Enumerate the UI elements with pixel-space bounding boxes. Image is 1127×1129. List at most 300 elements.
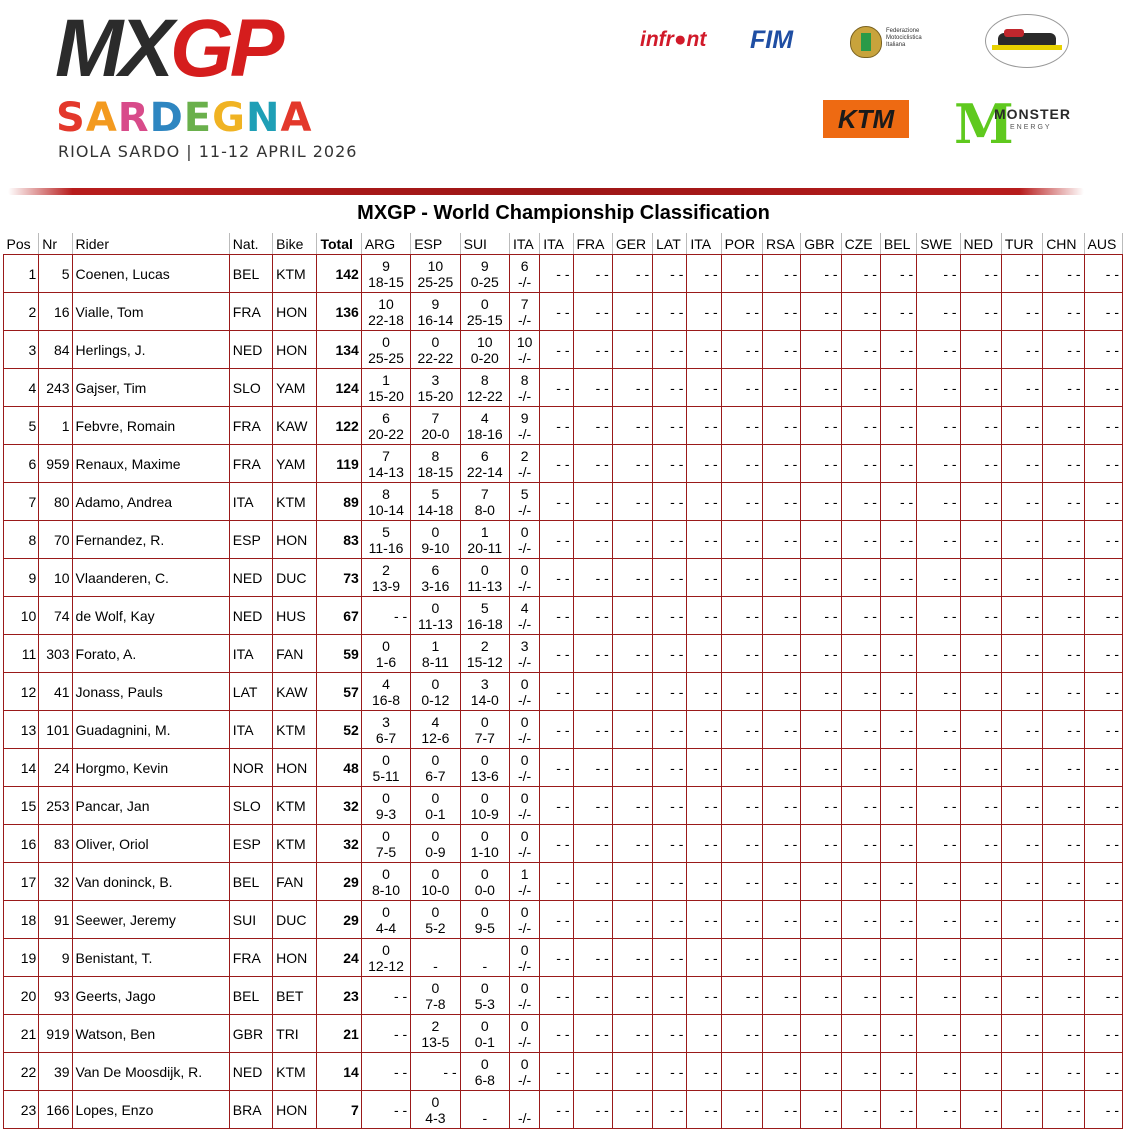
heat-points: 13-5	[421, 1033, 450, 1050]
event-name	[56, 95, 313, 141]
future-round-cell: - -	[653, 977, 687, 1015]
future-round-cell: - -	[960, 407, 1001, 445]
future-round-cell: - -	[841, 825, 880, 863]
rider-number-cell: 16	[39, 293, 72, 331]
future-round-cell: - -	[612, 407, 652, 445]
future-round-cell: - -	[612, 787, 652, 825]
column-header: Bike	[273, 233, 317, 255]
round-points: 0	[480, 979, 489, 996]
heat-points: 22-18	[368, 311, 404, 328]
nationality-cell: FRA	[229, 445, 272, 483]
bike-cell: FAN	[273, 635, 317, 673]
round-result-cell	[460, 597, 509, 635]
future-round-cell: - -	[880, 483, 916, 521]
future-round-cell: - -	[612, 711, 652, 749]
future-round-cell: - -	[1084, 521, 1122, 559]
round-result-cell	[361, 787, 410, 825]
heat-points: -/-	[518, 767, 532, 784]
heat-points: -	[433, 957, 438, 974]
heat-points: 6-8	[474, 1071, 495, 1088]
column-header: Nat.	[229, 233, 272, 255]
future-round-cell: - -	[1084, 977, 1122, 1015]
round-points: 7	[431, 409, 440, 426]
bike-cell: KTM	[273, 1053, 317, 1091]
future-round-cell: - -	[917, 255, 960, 293]
heat-points: -/-	[518, 729, 532, 746]
future-round-cell: - -	[612, 293, 652, 331]
heat-points: -/-	[518, 349, 532, 366]
future-round-cell: - -	[573, 559, 612, 597]
bike-cell: DUC	[273, 559, 317, 597]
round-result-cell	[510, 673, 540, 711]
round-points: 0	[382, 941, 390, 958]
future-round-cell: - -	[573, 749, 612, 787]
nationality-cell: LAT	[229, 673, 272, 711]
future-round-cell: - -	[721, 255, 762, 293]
round-result-cell	[411, 483, 460, 521]
future-round-cell: - -	[573, 331, 612, 369]
future-round-cell: - -	[1084, 1015, 1122, 1053]
future-round-cell: - -	[1084, 407, 1122, 445]
future-round-cell: - -	[1043, 1091, 1084, 1129]
future-round-cell: - -	[573, 863, 612, 901]
heat-points: 0-0	[474, 881, 495, 898]
round-points: 0	[382, 333, 390, 350]
nationality-cell: FRA	[229, 293, 272, 331]
column-header: SWE	[917, 233, 960, 255]
total-points-cell: 67	[317, 597, 361, 635]
nationality-cell: ITA	[229, 635, 272, 673]
heat-points: -/-	[518, 387, 532, 404]
future-round-cell: - -	[880, 559, 916, 597]
round-points: 3	[382, 713, 390, 730]
future-round-cell: - -	[612, 521, 652, 559]
column-header: RSA	[762, 233, 800, 255]
position-cell: 3	[4, 331, 39, 369]
round-points: 2	[431, 1017, 440, 1034]
future-round-cell: - -	[1084, 711, 1122, 749]
future-round-cell: - -	[721, 483, 762, 521]
rider-number-cell: 1	[39, 407, 72, 445]
future-round-cell: - -	[880, 521, 916, 559]
round-result-cell	[460, 1091, 509, 1129]
future-round-cell: - -	[801, 293, 841, 331]
future-round-cell: - -	[841, 863, 880, 901]
round-result-cell	[361, 483, 410, 521]
heat-points: -	[482, 957, 488, 974]
position-cell: 14	[4, 749, 39, 787]
future-round-cell: - -	[841, 521, 880, 559]
round-points: 0	[520, 789, 529, 806]
future-round-cell: - -	[1001, 825, 1042, 863]
future-round-cell: - -	[762, 825, 800, 863]
future-round-cell: - -	[960, 939, 1001, 977]
rider-number-cell: 919	[39, 1015, 72, 1053]
position-cell: 19	[4, 939, 39, 977]
future-round-cell: - -	[917, 521, 960, 559]
table-row	[4, 597, 1123, 635]
round-points: 9	[431, 295, 440, 312]
future-round-cell: - -	[573, 977, 612, 1015]
round-result-cell	[510, 939, 540, 977]
heat-points: 1-6	[375, 653, 397, 670]
table-row	[4, 521, 1123, 559]
fmi-logo-text: Federazione Motociclistica Italiana	[886, 28, 922, 48]
future-round-cell: - -	[1001, 1091, 1042, 1129]
future-round-cell: - -	[841, 597, 880, 635]
future-round-cell: - -	[612, 825, 652, 863]
round-points: 1	[431, 637, 440, 654]
future-round-cell: - -	[573, 901, 612, 939]
nationality-cell: NED	[229, 331, 272, 369]
future-round-cell: - -	[801, 255, 841, 293]
rider-name-cell: de Wolf, Kay	[72, 597, 229, 635]
round-points: 0	[431, 903, 440, 920]
round-points: 0	[382, 827, 390, 844]
table-row	[4, 293, 1123, 331]
future-round-cell: - -	[721, 749, 762, 787]
rider-name-cell: Oliver, Oriol	[72, 825, 229, 863]
monster-energy-sub: ENERGY	[1010, 124, 1052, 131]
future-round-cell: - -	[801, 901, 841, 939]
future-round-cell: - -	[960, 711, 1001, 749]
future-round-cell: - -	[612, 977, 652, 1015]
future-round-cell: - -	[1001, 369, 1042, 407]
heat-points: 0-1	[474, 1033, 495, 1050]
future-round-cell: - -	[573, 1053, 612, 1091]
future-round-cell: - -	[540, 635, 573, 673]
round-points: 0	[431, 333, 440, 350]
table-row	[4, 255, 1123, 293]
round-result-cell	[361, 369, 410, 407]
round-points: 0	[382, 865, 390, 882]
round-result-cell	[361, 901, 410, 939]
future-round-cell: - -	[1043, 825, 1084, 863]
round-points: 0	[480, 295, 489, 312]
future-round-cell: - -	[917, 597, 960, 635]
future-round-cell: - -	[801, 787, 841, 825]
future-round-cell: - -	[1043, 407, 1084, 445]
column-header: ITA	[687, 233, 721, 255]
bike-cell: KTM	[273, 483, 317, 521]
future-round-cell: - -	[801, 369, 841, 407]
round-points: 0	[382, 637, 390, 654]
future-round-cell: - -	[1084, 559, 1122, 597]
future-round-cell: - -	[653, 331, 687, 369]
round-points: 2	[480, 637, 489, 654]
heat-points: 25-25	[368, 349, 404, 366]
event-header	[0, 0, 1127, 200]
round-result-cell	[411, 559, 460, 597]
future-round-cell: - -	[762, 597, 800, 635]
future-round-cell: - -	[880, 369, 916, 407]
round-points: 0	[520, 675, 529, 692]
future-round-cell: - -	[612, 1053, 652, 1091]
nationality-cell: FRA	[229, 939, 272, 977]
future-round-cell: - -	[880, 901, 916, 939]
heat-points: 11-16	[368, 539, 404, 556]
round-result-cell	[411, 521, 460, 559]
round-result-cell	[510, 331, 540, 369]
round-result-cell	[460, 901, 509, 939]
heat-points: 22-14	[466, 463, 503, 480]
total-points-cell: 142	[317, 255, 361, 293]
rider-number-cell: 253	[39, 787, 72, 825]
event-name-letter: A	[280, 95, 313, 141]
heat-points: -/-	[518, 919, 532, 936]
future-round-cell: - -	[721, 1091, 762, 1129]
round-result-cell	[510, 407, 540, 445]
nationality-cell: SLO	[229, 369, 272, 407]
nationality-cell: NOR	[229, 749, 272, 787]
monster-energy-logo	[950, 92, 1070, 156]
future-round-cell: - -	[1001, 1053, 1042, 1091]
future-round-cell: - -	[762, 559, 800, 597]
mxgp-logo: MXGP	[55, 3, 281, 94]
round-result-cell: - -	[361, 1053, 410, 1091]
future-round-cell: - -	[687, 787, 721, 825]
future-round-cell: - -	[540, 331, 573, 369]
future-round-cell: - -	[880, 331, 916, 369]
future-round-cell: - -	[1043, 635, 1084, 673]
total-points-cell: 83	[317, 521, 361, 559]
bike-cell: KAW	[273, 673, 317, 711]
round-points: 0	[480, 561, 489, 578]
round-result-cell	[361, 825, 410, 863]
future-round-cell: - -	[1043, 863, 1084, 901]
column-header: Nr	[39, 233, 72, 255]
future-round-cell: - -	[801, 1015, 841, 1053]
future-round-cell: - -	[841, 445, 880, 483]
position-cell: 2	[4, 293, 39, 331]
round-points: 0	[480, 713, 489, 730]
total-points-cell: 73	[317, 559, 361, 597]
future-round-cell: - -	[1001, 293, 1042, 331]
heat-points: 10-0	[421, 881, 450, 898]
total-points-cell: 134	[317, 331, 361, 369]
table-row	[4, 559, 1123, 597]
future-round-cell: - -	[841, 559, 880, 597]
fim-logo: FIM	[750, 26, 794, 54]
future-round-cell: - -	[653, 635, 687, 673]
future-round-cell: - -	[612, 939, 652, 977]
event-subtitle: RIOLA SARDO | 11-12 APRIL 2026	[58, 142, 358, 161]
round-result-cell	[361, 673, 410, 711]
heat-points: 9-10	[421, 539, 450, 556]
round-result-cell	[510, 977, 540, 1015]
future-round-cell: - -	[1001, 673, 1042, 711]
future-round-cell: - -	[612, 445, 652, 483]
bike-cell: YAM	[273, 369, 317, 407]
round-points: 5	[520, 485, 529, 502]
heat-points: -/-	[518, 539, 532, 556]
future-round-cell: - -	[573, 255, 612, 293]
heat-points: 8-10	[372, 881, 401, 898]
rider-name-cell: Lopes, Enzo	[72, 1091, 229, 1129]
future-round-cell: - -	[687, 863, 721, 901]
round-points: 0	[520, 751, 529, 768]
future-round-cell: - -	[917, 635, 960, 673]
future-round-cell: - -	[841, 901, 880, 939]
future-round-cell: - -	[653, 749, 687, 787]
heat-points: 1-10	[470, 843, 499, 860]
nationality-cell: BRA	[229, 1091, 272, 1129]
round-points: 0	[480, 751, 489, 768]
round-points: 1	[382, 371, 390, 388]
round-points: 2	[520, 447, 529, 464]
rider-name-cell: Van doninck, B.	[72, 863, 229, 901]
future-round-cell: - -	[1084, 483, 1122, 521]
future-round-cell: - -	[653, 863, 687, 901]
rider-number-cell: 9	[39, 939, 72, 977]
bike-cell: FAN	[273, 863, 317, 901]
future-round-cell: - -	[1084, 673, 1122, 711]
future-round-cell: - -	[1084, 331, 1122, 369]
future-round-cell: - -	[880, 787, 916, 825]
future-round-cell: - -	[721, 1053, 762, 1091]
future-round-cell: - -	[801, 863, 841, 901]
round-points: 7	[382, 447, 390, 464]
heat-points: 0-12	[421, 691, 450, 708]
heat-points: 10-14	[368, 501, 404, 518]
future-round-cell: - -	[573, 1091, 612, 1129]
heat-points: 11-13	[467, 577, 503, 594]
heat-points: -/-	[518, 501, 532, 518]
table-row	[4, 1015, 1123, 1053]
future-round-cell: - -	[540, 1015, 573, 1053]
position-cell: 17	[4, 863, 39, 901]
event-name-letter: S	[56, 95, 86, 141]
rider-number-cell: 32	[39, 863, 72, 901]
future-round-cell: - -	[540, 939, 573, 977]
round-result-cell	[460, 369, 509, 407]
future-round-cell: - -	[1001, 787, 1042, 825]
round-points: 7	[520, 295, 529, 312]
heat-points: -	[482, 1109, 488, 1126]
rider-number-cell: 93	[39, 977, 72, 1015]
total-points-cell: 59	[317, 635, 361, 673]
round-points: 0	[480, 827, 489, 844]
heat-points: 20-22	[368, 425, 404, 442]
heat-points: 22-22	[417, 349, 454, 366]
future-round-cell: - -	[960, 749, 1001, 787]
future-round-cell: - -	[960, 673, 1001, 711]
future-round-cell: - -	[917, 977, 960, 1015]
future-round-cell: - -	[762, 483, 800, 521]
future-round-cell: - -	[1001, 407, 1042, 445]
heat-points: 6-7	[375, 729, 397, 746]
column-header: ESP	[411, 233, 460, 255]
future-round-cell: - -	[653, 711, 687, 749]
ktm-logo: KTM	[823, 100, 909, 138]
round-result-cell	[411, 787, 460, 825]
rider-number-cell: 243	[39, 369, 72, 407]
table-row	[4, 863, 1123, 901]
total-points-cell: 89	[317, 483, 361, 521]
nationality-cell: ESP	[229, 825, 272, 863]
future-round-cell: - -	[917, 673, 960, 711]
round-points: 6	[480, 447, 489, 464]
event-name-letter: G	[212, 95, 246, 141]
round-result-cell	[361, 445, 410, 483]
future-round-cell: - -	[801, 749, 841, 787]
future-round-cell: - -	[1043, 559, 1084, 597]
future-round-cell: - -	[653, 825, 687, 863]
future-round-cell: - -	[653, 787, 687, 825]
bike-cell: HON	[273, 939, 317, 977]
round-points: 3	[431, 371, 440, 388]
future-round-cell: - -	[801, 331, 841, 369]
future-round-cell: - -	[960, 293, 1001, 331]
rider-name-cell: Herlings, J.	[72, 331, 229, 369]
position-cell: 6	[4, 445, 39, 483]
future-round-cell: - -	[612, 597, 652, 635]
rider-name-cell: Horgmo, Kevin	[72, 749, 229, 787]
round-result-cell	[510, 255, 540, 293]
future-round-cell: - -	[1084, 825, 1122, 863]
position-cell: 1	[4, 255, 39, 293]
future-round-cell: - -	[1084, 1091, 1122, 1129]
round-result-cell	[460, 787, 509, 825]
total-points-cell: 32	[317, 787, 361, 825]
heat-points: 9-5	[474, 919, 495, 936]
future-round-cell: - -	[540, 1053, 573, 1091]
heat-points: 9-3	[375, 805, 397, 822]
round-result-cell	[460, 863, 509, 901]
future-round-cell: - -	[841, 1015, 880, 1053]
position-cell: 23	[4, 1091, 39, 1129]
round-points: 8	[480, 371, 489, 388]
future-round-cell: - -	[573, 407, 612, 445]
heat-points: 4-4	[375, 919, 397, 936]
future-round-cell: - -	[762, 369, 800, 407]
future-round-cell: - -	[1001, 483, 1042, 521]
round-points: 8	[520, 371, 529, 388]
future-round-cell: - -	[801, 521, 841, 559]
heat-points: -/-	[518, 615, 532, 632]
future-round-cell: - -	[1001, 521, 1042, 559]
future-round-cell: - -	[1084, 293, 1122, 331]
future-round-cell: - -	[1043, 673, 1084, 711]
heat-points: 0-9	[425, 843, 446, 860]
future-round-cell: - -	[1084, 445, 1122, 483]
total-points-cell: 29	[317, 863, 361, 901]
future-round-cell: - -	[880, 1053, 916, 1091]
future-round-cell: - -	[612, 635, 652, 673]
rider-name-cell: Benistant, T.	[72, 939, 229, 977]
table-row	[4, 711, 1123, 749]
heat-points: -/-	[518, 1109, 532, 1126]
total-points-cell: 32	[317, 825, 361, 863]
round-result-cell	[510, 483, 540, 521]
future-round-cell: - -	[841, 293, 880, 331]
future-round-cell: - -	[917, 445, 960, 483]
column-header: ARG	[361, 233, 410, 255]
bike-cell: HON	[273, 749, 317, 787]
future-round-cell: - -	[573, 673, 612, 711]
future-round-cell: - -	[841, 673, 880, 711]
round-points: 6	[431, 561, 440, 578]
total-points-cell: 7	[317, 1091, 361, 1129]
heat-points: 13-9	[372, 577, 401, 594]
rider-name-cell: Gajser, Tim	[72, 369, 229, 407]
total-points-cell: 136	[317, 293, 361, 331]
future-round-cell: - -	[960, 863, 1001, 901]
future-round-cell: - -	[762, 749, 800, 787]
round-points: 9	[520, 409, 529, 426]
future-round-cell: - -	[1001, 711, 1042, 749]
total-points-cell: 52	[317, 711, 361, 749]
